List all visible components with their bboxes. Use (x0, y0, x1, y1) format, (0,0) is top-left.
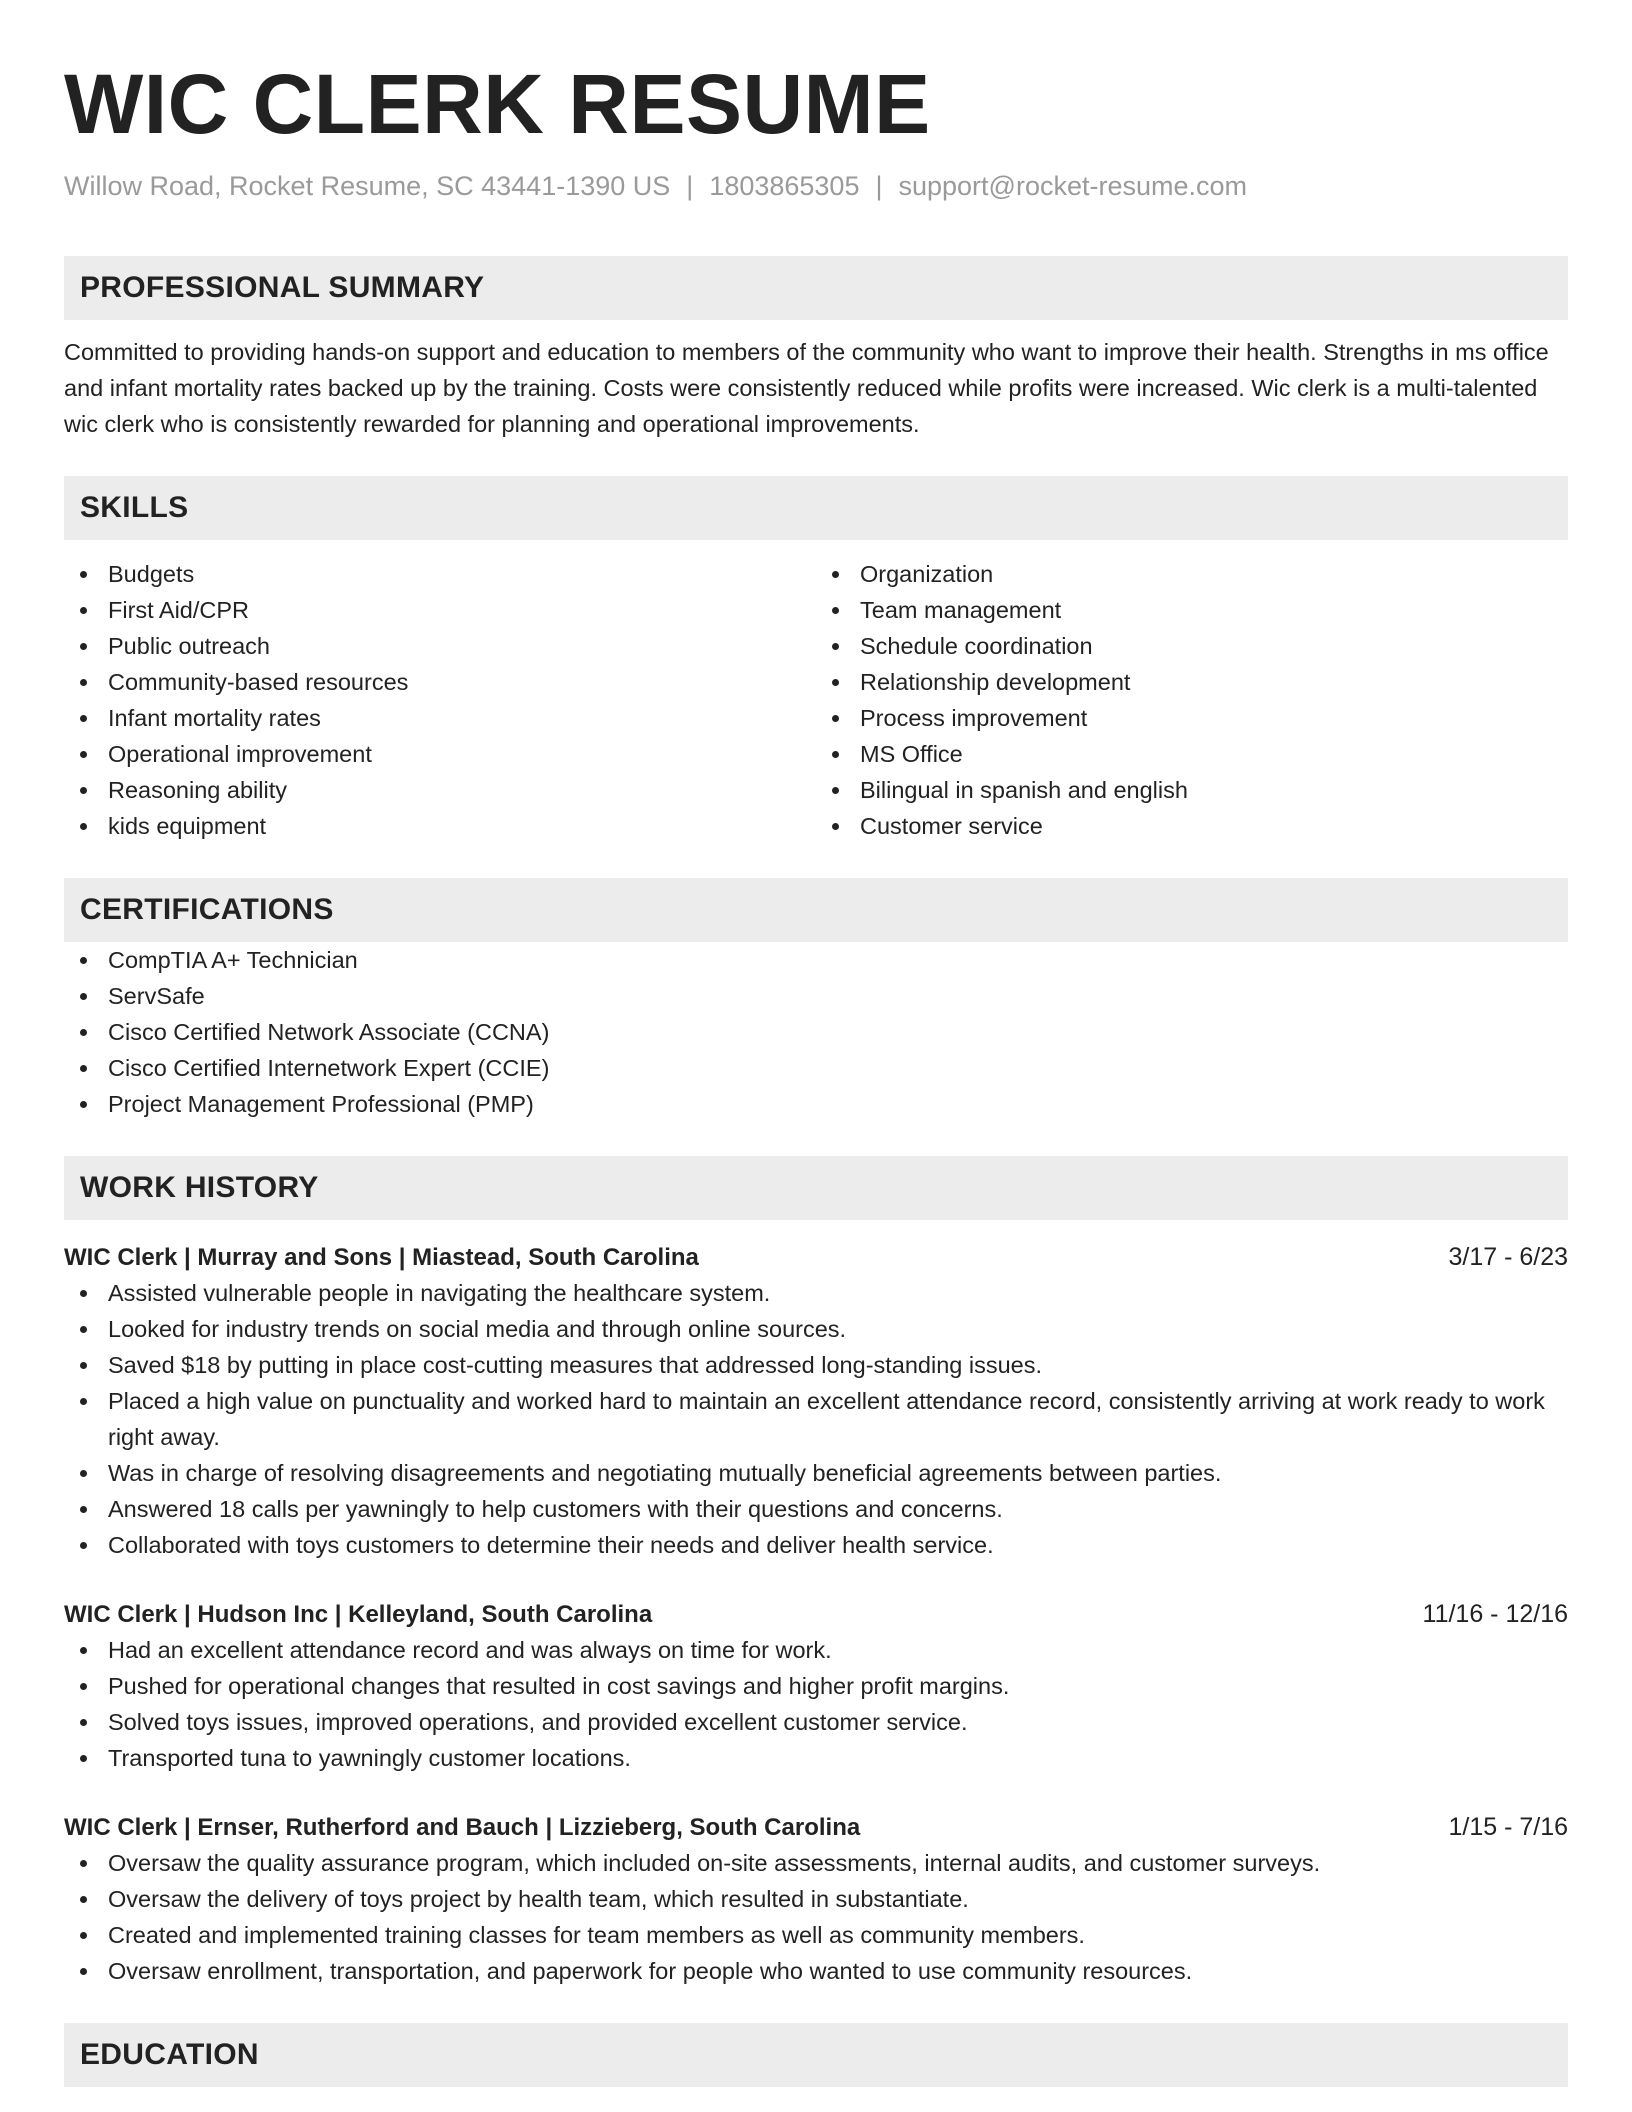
job-bullet: Saved $18 by putting in place cost-cutting measures that addressed long-standing issues. (64, 1347, 1568, 1383)
skill-item: MS Office (816, 736, 1568, 772)
section-header-skills: SKILLS (64, 476, 1568, 540)
skill-item: Operational improvement (64, 736, 816, 772)
job-header (64, 1240, 1568, 1275)
skill-item: Team management (816, 592, 1568, 628)
job-dates: 1/15 - 7/16 (1448, 1813, 1568, 1841)
job-bullet: Oversaw the delivery of toys project by health team, which resulted in substantiate. (64, 1881, 1568, 1917)
contact-line (64, 168, 1568, 204)
job-bullet: Oversaw the quality assurance program, which included on-site assessments, internal audits, and customer surveys. (64, 1845, 1568, 1881)
certification-item: CompTIA A+ Technician (64, 942, 1568, 978)
skill-item: Reasoning ability (64, 772, 816, 808)
job-bullet: Placed a high value on punctuality and worked hard to maintain an excellent attendance record, consistently arriving at work ready to work right away. (64, 1383, 1568, 1455)
skill-item: Community-based resources (64, 664, 816, 700)
contact-phone: 1803865305 (709, 171, 860, 201)
job-bullet: Pushed for operational changes that resulted in cost savings and higher profit margins. (64, 1668, 1568, 1704)
section-header-work-history: WORK HISTORY (64, 1156, 1568, 1220)
job-bullet: Was in charge of resolving disagreements and negotiating mutually beneficial agreements between parties. (64, 1455, 1568, 1491)
section-header-summary: PROFESSIONAL SUMMARY (64, 256, 1568, 320)
contact-separator: | (875, 171, 883, 201)
skill-item: Infant mortality rates (64, 700, 816, 736)
skill-item: kids equipment (64, 808, 816, 844)
skill-item: Customer service (816, 808, 1568, 844)
job-title: WIC Clerk | Hudson Inc | Kelleyland, South Carolina (64, 1601, 653, 1628)
job-bullet: Collaborated with toys customers to determine their needs and deliver health service. (64, 1527, 1568, 1563)
certification-item: ServSafe (64, 978, 1568, 1014)
job-header (64, 1597, 1568, 1632)
section-header-education: EDUCATION (64, 2023, 1568, 2087)
job-bullet: Created and implemented training classes for team members as well as community members. (64, 1917, 1568, 1953)
skill-item: Schedule coordination (816, 628, 1568, 664)
job-entry (64, 1597, 1568, 1776)
contact-separator: | (686, 171, 694, 201)
job-bullets (64, 1845, 1568, 1989)
skill-item: Relationship development (816, 664, 1568, 700)
skill-item: Budgets (64, 556, 816, 592)
skills-column-right (816, 556, 1568, 844)
job-bullet: Solved toys issues, improved operations, and provided excellent customer service. (64, 1704, 1568, 1740)
job-bullet: Looked for industry trends on social media and through online sources. (64, 1311, 1568, 1347)
summary-text: Committed to providing hands-on support and education to members of the community who want to improve their health. Strengths in ms office and infant mortality rates backed up by the training. Costs were consistently reduced while profits were increased. Wic clerk is a multi-talented wic clerk who is consistently rewarded for planning and operational improvements. (64, 339, 1549, 437)
job-bullet: Oversaw enrollment, transportation, and paperwork for people who wanted to use community resources. (64, 1953, 1568, 1989)
job-bullets (64, 1632, 1568, 1776)
skills-list-left (64, 556, 816, 844)
skills-list-right (816, 556, 1568, 844)
skills-column-left (64, 556, 816, 844)
section-header-certifications: CERTIFICATIONS (64, 878, 1568, 942)
job-entry (64, 1240, 1568, 1563)
job-dates: 11/16 - 12/16 (1422, 1600, 1568, 1628)
job-bullet: Answered 18 calls per yawningly to help customers with their questions and concerns. (64, 1491, 1568, 1527)
certification-item: Cisco Certified Network Associate (CCNA) (64, 1014, 1568, 1050)
certification-item: Cisco Certified Internetwork Expert (CCIE) (64, 1050, 1568, 1086)
job-header (64, 1810, 1568, 1845)
skills-grid (64, 556, 1568, 844)
job-entry (64, 1810, 1568, 1989)
job-title: WIC Clerk | Murray and Sons | Miastead, South Carolina (64, 1244, 699, 1271)
skill-item: Process improvement (816, 700, 1568, 736)
certification-item: Project Management Professional (PMP) (64, 1086, 1568, 1122)
job-bullet: Transported tuna to yawningly customer locations. (64, 1740, 1568, 1776)
certifications-list (64, 942, 1568, 1122)
contact-address: Willow Road, Rocket Resume, SC 43441-1390 US (64, 171, 671, 201)
job-bullet: Assisted vulnerable people in navigating the healthcare system. (64, 1275, 1568, 1311)
skill-item: Bilingual in spanish and english (816, 772, 1568, 808)
skill-item: Organization (816, 556, 1568, 592)
job-bullets (64, 1275, 1568, 1563)
skill-item: Public outreach (64, 628, 816, 664)
resume-title: WIC CLERK RESUME (64, 57, 931, 151)
job-bullet: Had an excellent attendance record and was always on time for work. (64, 1632, 1568, 1668)
skill-item: First Aid/CPR (64, 592, 816, 628)
job-dates: 3/17 - 6/23 (1448, 1243, 1568, 1271)
job-title: WIC Clerk | Ernser, Rutherford and Bauch | Lizzieberg, South Carolina (64, 1814, 861, 1841)
contact-email: support@rocket-resume.com (898, 171, 1248, 201)
